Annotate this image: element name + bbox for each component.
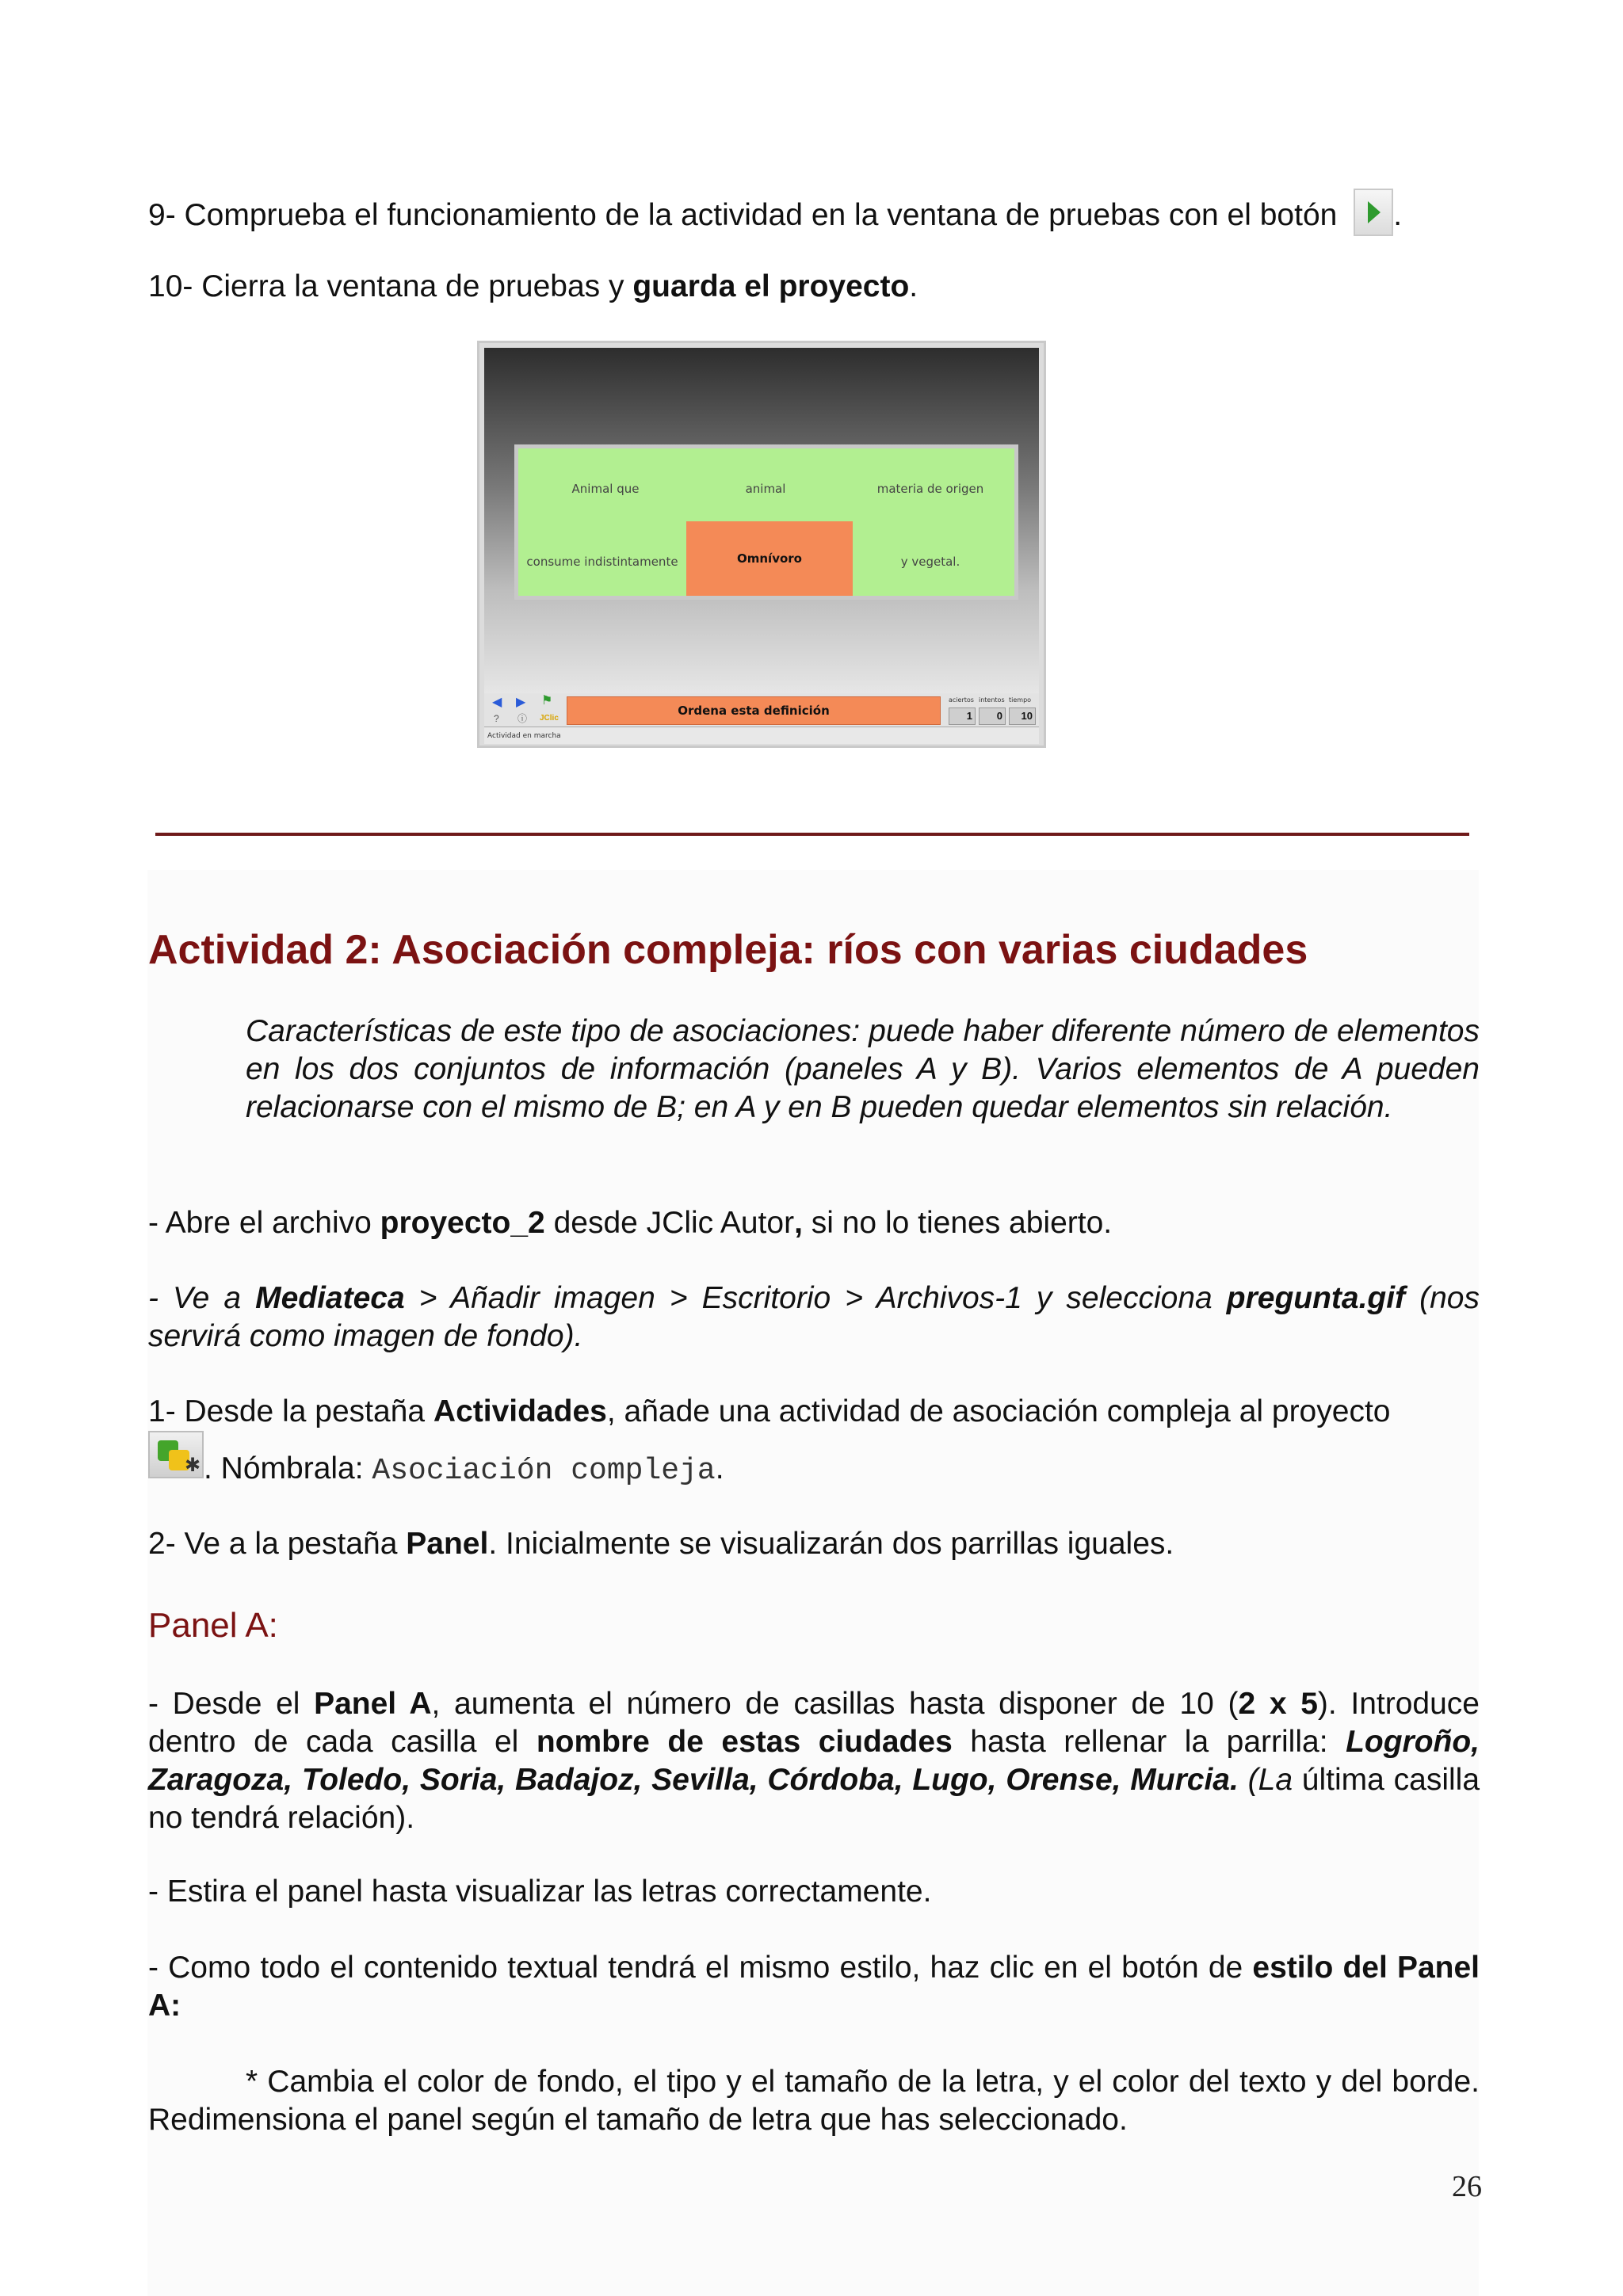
message-bar: Ordena esta definición — [567, 696, 941, 725]
step-9-end: . — [1393, 198, 1403, 232]
text: desde JClic Autor — [544, 1206, 795, 1240]
text: (nos servirá como imagen de fondo). — [148, 1281, 1480, 1353]
panel-a-instructions — [148, 1685, 1480, 1837]
style-button-label: estilo del Panel A: — [148, 1951, 1480, 2023]
counter-label-hits: aciertos — [949, 696, 974, 704]
cell-r2c1[interactable]: consume indistintamente — [526, 555, 678, 569]
text: , añade una actividad de asociación compleja al proyecto — [606, 1394, 1391, 1428]
status-bar: Actividad en marcha — [484, 727, 1039, 744]
open-file-step — [148, 1204, 1480, 1242]
counter-hits: 1 — [949, 707, 976, 725]
section-divider — [155, 833, 1469, 836]
text: Panel A — [314, 1687, 432, 1721]
step-10 — [148, 268, 1480, 306]
text: si no lo tienes abierto. — [802, 1206, 1113, 1240]
counter-tries: 0 — [979, 707, 1006, 725]
step-1-line2 — [204, 1450, 1313, 1490]
cell-r1c3[interactable]: materia de origen — [876, 482, 984, 496]
counter-label-tries: intentos — [979, 696, 1005, 704]
next-arrow-icon[interactable]: ▶ — [516, 696, 526, 709]
text: . — [715, 1451, 724, 1486]
panel-tab-label: Panel — [406, 1527, 489, 1561]
step-10-bold: guarda el proyecto — [632, 269, 910, 303]
cell-r2c3[interactable]: y vegetal. — [900, 555, 960, 569]
activities-tab-label: Actividades — [433, 1394, 607, 1428]
jclic-logo-icon: JClic — [540, 714, 559, 723]
text: (La — [1238, 1763, 1293, 1797]
counters — [949, 696, 1037, 725]
text: hasta rellenar la parrilla: — [952, 1725, 1346, 1759]
info-icon[interactable]: ⓘ — [517, 713, 528, 724]
text: > Añadir imagen > Escritorio > Archivos-1 y selecciona — [404, 1281, 1227, 1315]
text: - Como todo el contenido textual tendrá el mismo estilo, haz clic en el botón de — [148, 1951, 1253, 1985]
city-list: Logroño, Zaragoza, Toledo, Soria, Badajoz, Sevilla, Córdoba, Lugo, Orense, Murcia. — [148, 1725, 1480, 1797]
flag-icon[interactable]: ⚑ — [541, 694, 553, 707]
step-1-line1 — [148, 1393, 1480, 1431]
prev-arrow-icon[interactable]: ◀ — [492, 696, 502, 709]
counter-time: 10 — [1009, 707, 1036, 725]
text: , — [794, 1206, 803, 1240]
text: 2- Ve a la pestaña — [148, 1527, 407, 1561]
cell-r2c2-selected[interactable]: Omnívoro — [686, 521, 853, 596]
mediateca-label: Mediateca — [255, 1281, 405, 1315]
icon-part: ✱ — [185, 1455, 201, 1476]
text: ). Introduce dentro de cada casilla el — [148, 1687, 1480, 1759]
step-9-text: 9- Comprueba el funcionamiento de la actividad en la ventana de pruebas con el botón — [148, 198, 1338, 232]
activity-screenshot — [477, 341, 1046, 748]
mediateca-step — [148, 1280, 1480, 1356]
characteristics-note: Características de este tipo de asociaciones: puede haber diferente número de elementos en los dos conjuntos de información (paneles A y B). Varios elementos de A pueden relacionarse con el mismo de B; en A y en B pueden quedar elementos sin relación. — [246, 1014, 1480, 1124]
page-number: 26 — [1452, 2170, 1482, 2203]
text: nombre de estas ciudades — [536, 1725, 953, 1759]
step-10-text: 10- Cierra la ventana de pruebas y — [148, 269, 633, 303]
file-name: proyecto_2 — [380, 1206, 545, 1240]
text: 2 x 5 — [1238, 1687, 1318, 1721]
text: última casilla no tendrá relación). — [148, 1763, 1480, 1835]
step-9 — [148, 189, 1480, 236]
text: - Desde el — [148, 1687, 315, 1721]
counter-label-time: tiempo — [1009, 696, 1032, 704]
complex-association-icon — [148, 1431, 204, 1478]
cell-r1c2[interactable]: animal — [745, 482, 786, 496]
stretch-step: - Estira el panel hasta visualizar las letras correctamente. — [148, 1875, 932, 1909]
text: 1- Desde la pestaña — [148, 1394, 433, 1428]
text: . Inicialmente se visualizarán dos parrillas iguales. — [488, 1527, 1174, 1561]
text: - Ve a — [148, 1281, 256, 1315]
change-style-step: * Cambia el color de fondo, el tipo y el tamaño de la letra, y el color del texto y del borde. Redimensiona el panel según el tamaño de letra que has seleccionado. — [148, 2065, 1480, 2137]
section-heading: Actividad 2: Asociación compleja: ríos con varias ciudades — [148, 927, 1308, 973]
step-10-end: . — [909, 269, 918, 303]
step-2 — [148, 1525, 1480, 1563]
activity-name: Asociación compleja — [372, 1454, 716, 1488]
image-file-name: pregunta.gif — [1226, 1281, 1406, 1315]
text: - Abre el archivo — [148, 1206, 380, 1240]
help-icon[interactable]: ? — [494, 713, 499, 724]
cell-r1c1[interactable]: Animal que — [571, 482, 640, 496]
puzzle-board — [514, 444, 1018, 600]
play-icon — [1354, 189, 1393, 236]
style-step — [148, 1949, 1480, 2025]
text: . Nómbrala: — [204, 1451, 372, 1486]
panel-a-heading: Panel A: — [148, 1606, 278, 1645]
text: , aumenta el número de casillas hasta disponer de 10 ( — [431, 1687, 1239, 1721]
activity-stage — [484, 348, 1039, 693]
